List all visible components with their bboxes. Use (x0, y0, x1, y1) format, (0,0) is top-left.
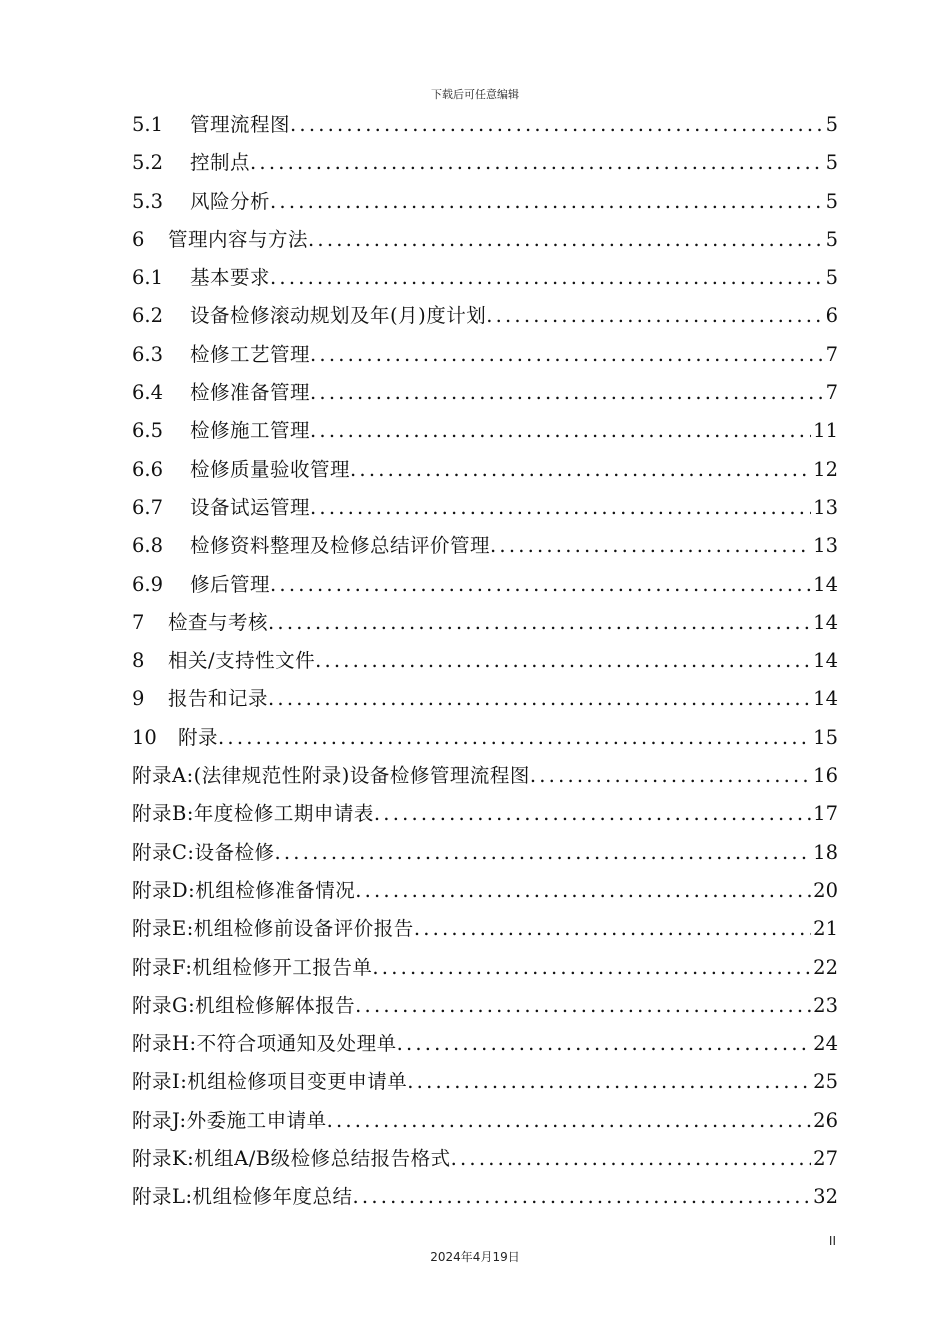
toc-entry-page: 26 (813, 1108, 838, 1132)
page-number: II (828, 1234, 836, 1248)
toc-entry-page: 14 (813, 649, 838, 673)
toc-entry-page: 21 (813, 917, 838, 941)
toc-entry-page: 17 (813, 802, 838, 826)
toc-entry-title: 附录C:设备检修 (132, 840, 275, 864)
toc-entry[interactable] (132, 872, 838, 910)
toc-entry-page: 20 (813, 878, 838, 902)
toc-dot-leader (407, 1063, 811, 1101)
toc-entry-title: 附录A:(法律规范性附录)设备检修管理流程图 (132, 764, 530, 788)
toc-entry-number: 6.4 (132, 381, 164, 405)
toc-entry[interactable] (132, 221, 838, 259)
toc-entry-title: 检修资料整理及检修总结评价管理 (190, 534, 491, 558)
toc-dot-leader (310, 336, 824, 374)
toc-entry-title: 报告和记录 (168, 687, 269, 711)
toc-entry-page: 14 (813, 610, 838, 634)
toc-entry-title: 附录H:不符合项通知及处理单 (132, 1032, 397, 1056)
toc-entry[interactable] (132, 680, 838, 718)
toc-entry[interactable] (132, 144, 838, 182)
toc-entry-title: 控制点 (190, 151, 251, 175)
toc-entry-number: 6.8 (132, 534, 164, 558)
toc-entry-page: 22 (813, 955, 838, 979)
toc-entry-page: 7 (825, 342, 838, 366)
toc-entry[interactable] (132, 451, 838, 489)
toc-dot-leader (486, 297, 823, 335)
toc-dot-leader (315, 642, 811, 680)
toc-entry-number: 6.1 (132, 266, 164, 290)
toc-entry-number: 6.2 (132, 304, 164, 328)
toc-entry[interactable] (132, 412, 838, 450)
toc-entry[interactable] (132, 1063, 838, 1101)
toc-dot-leader (308, 221, 824, 259)
toc-dot-leader (355, 872, 811, 910)
toc-entry-page: 13 (813, 495, 838, 519)
toc-entry[interactable] (132, 642, 838, 680)
toc-entry[interactable] (132, 1178, 838, 1216)
toc-dot-leader (327, 1102, 812, 1140)
toc-entry-title: 附录F:机组检修开工报告单 (132, 955, 373, 979)
toc-entry[interactable] (132, 336, 838, 374)
toc-entry-page: 25 (813, 1070, 838, 1094)
toc-entry[interactable] (132, 489, 838, 527)
toc-entry-page: 5 (825, 227, 838, 251)
toc-entry-title: 设备检修滚动规划及年(月)度计划 (190, 304, 487, 328)
toc-entry-title: 检修施工管理 (190, 419, 311, 443)
toc-dot-leader (268, 680, 811, 718)
toc-entry-number: 6.9 (132, 572, 164, 596)
toc-dot-leader (270, 259, 824, 297)
toc-entry-number: 5.3 (132, 189, 164, 213)
toc-entry-title: 设备试运管理 (190, 495, 311, 519)
toc-entry-title: 检修准备管理 (190, 381, 311, 405)
toc-entry-number: 8 (132, 649, 145, 673)
toc-dot-leader (397, 1025, 812, 1063)
toc-entry-title: 风险分析 (190, 189, 271, 213)
toc-dot-leader (310, 374, 824, 412)
toc-entry-page: 13 (813, 534, 838, 558)
toc-entry[interactable] (132, 757, 838, 795)
toc-dot-leader (353, 1178, 812, 1216)
page-header: 下载后可任意编辑 (431, 88, 519, 101)
toc-dot-leader (372, 949, 811, 987)
toc-entry-page: 6 (825, 304, 838, 328)
toc-entry-title: 附录K:机组A/B级检修总结报告格式 (132, 1147, 451, 1171)
toc-entry[interactable] (132, 1140, 838, 1178)
toc-entry-number: 6.7 (132, 495, 164, 519)
toc-entry-title: 附录I:机组检修项目变更申请单 (132, 1070, 408, 1094)
toc-entry[interactable] (132, 719, 838, 757)
toc-entry-page: 27 (813, 1147, 838, 1171)
toc-dot-leader (290, 106, 824, 144)
toc-entry-title: 附录G:机组检修解体报告 (132, 993, 356, 1017)
toc-entry-title: 管理内容与方法 (168, 227, 309, 251)
toc-entry[interactable] (132, 987, 838, 1025)
toc-entry-title: 检查与考核 (168, 610, 269, 634)
toc-entry-number: 6 (132, 227, 145, 251)
page-footer-date: 2024年4月19日 (430, 1250, 520, 1264)
toc-dot-leader (451, 1140, 812, 1178)
toc-dot-leader (310, 412, 811, 450)
toc-entry-page: 5 (825, 151, 838, 175)
toc-entry-page: 5 (825, 266, 838, 290)
toc-entry[interactable] (132, 297, 838, 335)
toc-dot-leader (530, 757, 811, 795)
toc-dot-leader (250, 144, 824, 182)
toc-entry-page: 11 (813, 419, 838, 443)
toc-entry-title: 附录E:机组检修前设备评价报告 (132, 917, 414, 941)
toc-entry-title: 附录D:机组检修准备情况 (132, 878, 356, 902)
toc-entry-page: 32 (813, 1185, 838, 1209)
toc-entry-title: 修后管理 (190, 572, 271, 596)
toc-entry[interactable] (132, 1025, 838, 1063)
toc-entry-number: 6.5 (132, 419, 164, 443)
toc-entry[interactable] (132, 795, 838, 833)
toc-dot-leader (490, 527, 811, 565)
toc-entry-page: 15 (813, 725, 838, 749)
toc-entry-page: 18 (813, 840, 838, 864)
toc-entry-title: 附录J:外委施工申请单 (132, 1108, 327, 1132)
toc-entry[interactable] (132, 259, 838, 297)
table-of-contents (132, 106, 838, 1217)
toc-entry-page: 5 (825, 189, 838, 213)
toc-entry[interactable] (132, 374, 838, 412)
toc-entry-page: 12 (813, 457, 838, 481)
toc-entry-page: 16 (813, 764, 838, 788)
toc-entry-page: 23 (813, 993, 838, 1017)
toc-entry[interactable] (132, 183, 838, 221)
toc-entry[interactable] (132, 1102, 838, 1140)
toc-entry-title: 检修质量验收管理 (190, 457, 351, 481)
toc-entry-number: 5.2 (132, 151, 164, 175)
toc-entry-title: 检修工艺管理 (190, 342, 311, 366)
toc-entry[interactable] (132, 834, 838, 872)
toc-entry-title: 附录B:年度检修工期申请表 (132, 802, 374, 826)
toc-entry-title: 附录 (178, 725, 219, 749)
toc-entry-page: 14 (813, 572, 838, 596)
toc-dot-leader (355, 987, 811, 1025)
toc-entry-number: 5.1 (132, 113, 164, 136)
toc-dot-leader (275, 834, 812, 872)
toc-entry[interactable] (132, 604, 838, 642)
toc-dot-leader (268, 604, 811, 642)
toc-entry[interactable] (132, 527, 838, 565)
toc-entry[interactable] (132, 106, 838, 144)
toc-dot-leader (270, 566, 811, 604)
toc-entry-number: 10 (132, 725, 157, 749)
toc-entry-title: 相关/支持性文件 (168, 649, 316, 673)
toc-entry-title: 附录L:机组检修年度总结 (132, 1185, 353, 1209)
toc-dot-leader (414, 910, 811, 948)
toc-entry-number: 9 (132, 687, 145, 711)
toc-entry-title: 基本要求 (190, 266, 271, 290)
toc-entry[interactable] (132, 949, 838, 987)
toc-entry-page: 5 (825, 113, 838, 136)
toc-entry-page: 7 (825, 381, 838, 405)
toc-entry[interactable] (132, 910, 838, 948)
toc-dot-leader (270, 183, 824, 221)
toc-entry-number: 7 (132, 610, 145, 634)
toc-dot-leader (374, 795, 811, 833)
toc-dot-leader (218, 719, 811, 757)
toc-entry-page: 24 (813, 1032, 838, 1056)
toc-entry[interactable] (132, 566, 838, 604)
toc-dot-leader (310, 489, 811, 527)
toc-entry-number: 6.3 (132, 342, 164, 366)
toc-dot-leader (350, 451, 811, 489)
toc-entry-number: 6.6 (132, 457, 164, 481)
toc-entry-title: 管理流程图 (190, 113, 291, 136)
toc-entry-page: 14 (813, 687, 838, 711)
